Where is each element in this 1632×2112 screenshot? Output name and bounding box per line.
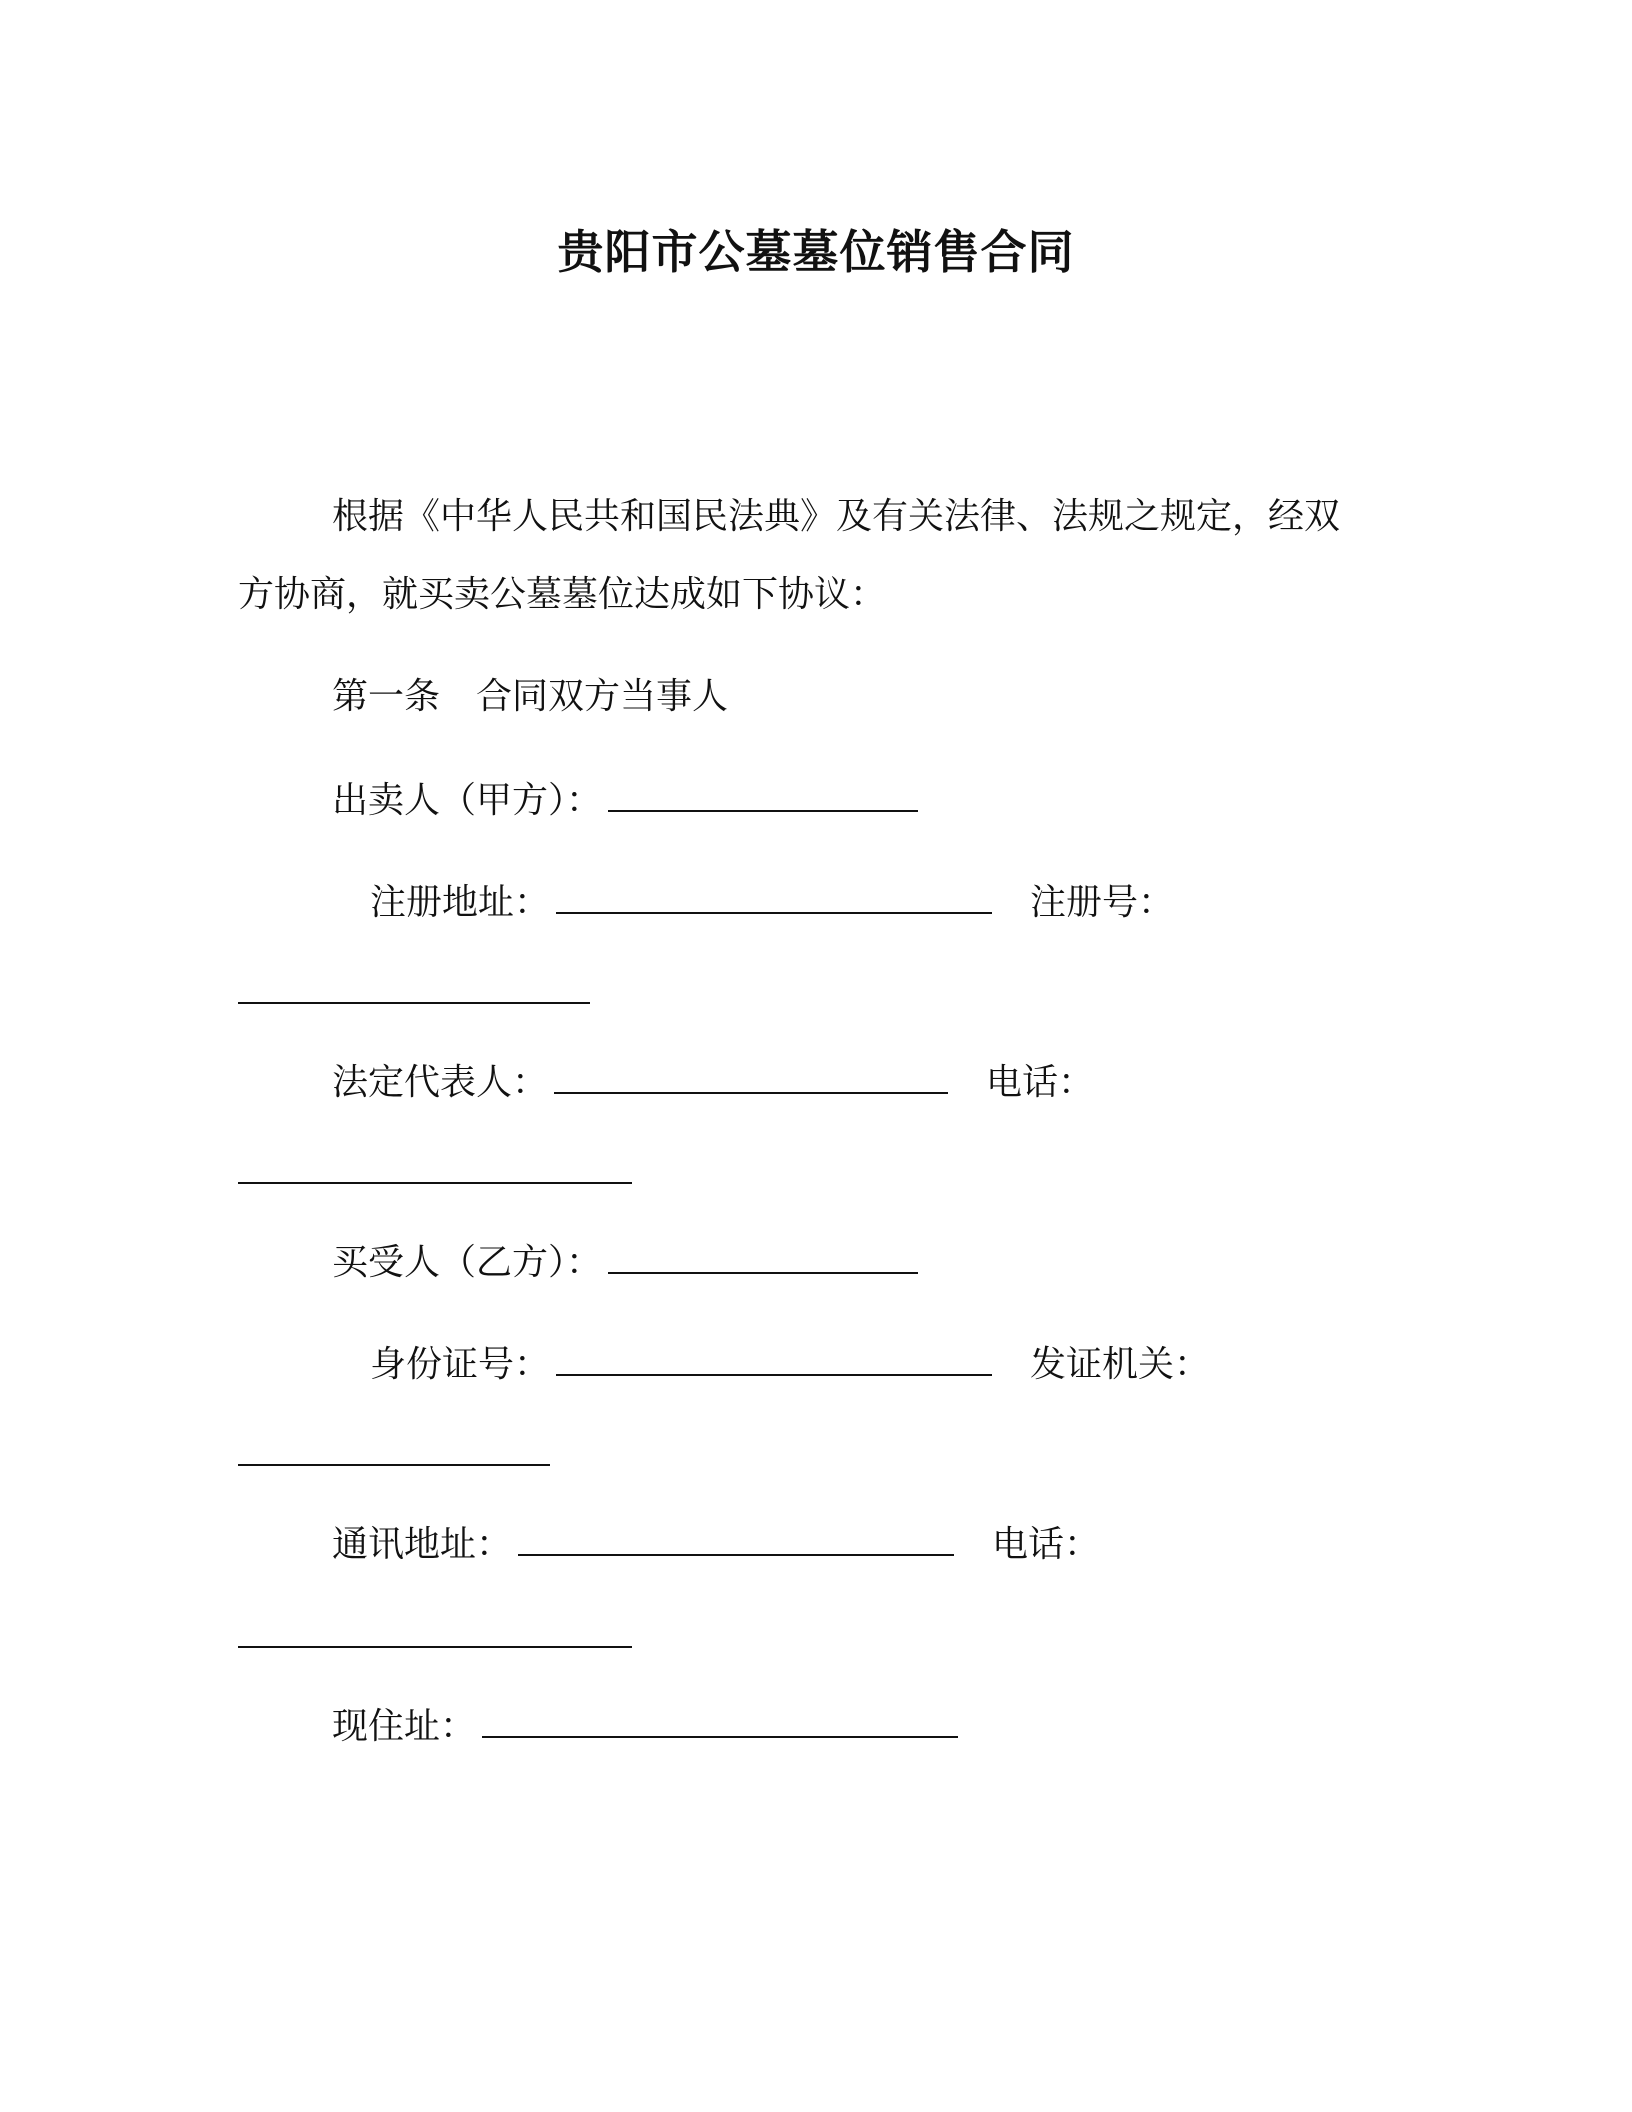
seller-row	[332, 776, 918, 826]
seller-label: 出卖人（甲方）：	[332, 780, 603, 821]
seller-phone-blank[interactable]	[238, 1182, 632, 1184]
seller-reg-no-blank[interactable]	[238, 1002, 590, 1004]
seller-name-blank[interactable]	[608, 776, 918, 812]
seller-legal-rep-row	[332, 1058, 1094, 1108]
preamble-line-2: 方协商，就买卖公墓墓位达成如下协议：	[238, 574, 887, 615]
buyer-id-no-blank[interactable]	[556, 1340, 992, 1376]
buyer-name-blank[interactable]	[608, 1238, 918, 1274]
seller-reg-row	[370, 878, 1174, 928]
buyer-id-no-label: 身份证号：	[370, 1344, 551, 1385]
seller-reg-address-label: 注册地址：	[370, 882, 551, 923]
buyer-current-address-blank[interactable]	[482, 1702, 958, 1738]
buyer-phone-label: 电话：	[992, 1524, 1101, 1565]
seller-phone-label: 电话：	[986, 1062, 1095, 1103]
seller-legal-rep-label: 法定代表人：	[332, 1062, 549, 1103]
buyer-phone-blank[interactable]	[238, 1646, 632, 1648]
contract-title: 贵阳市公墓墓位销售合同	[557, 225, 1075, 279]
buyer-id-row	[370, 1340, 1210, 1390]
preamble-line-1: 根据《中华人民共和国民法典》及有关法律、法规之规定，经双	[332, 496, 1341, 537]
seller-reg-address-blank[interactable]	[556, 878, 992, 914]
buyer-id-issuer-label: 发证机关：	[1030, 1344, 1211, 1385]
seller-legal-rep-blank[interactable]	[554, 1058, 948, 1094]
buyer-mail-address-blank[interactable]	[518, 1520, 954, 1556]
buyer-mail-address-label: 通讯地址：	[332, 1524, 513, 1565]
seller-reg-no-label: 注册号：	[1030, 882, 1175, 923]
article-1-heading: 第一条 合同双方当事人	[332, 676, 729, 717]
buyer-row	[332, 1238, 918, 1288]
buyer-mail-row	[332, 1520, 1100, 1570]
buyer-current-address-label: 现住址：	[332, 1706, 477, 1747]
buyer-label: 买受人（乙方）：	[332, 1242, 603, 1283]
buyer-id-issuer-blank[interactable]	[238, 1464, 550, 1466]
buyer-current-address-row	[332, 1702, 958, 1752]
